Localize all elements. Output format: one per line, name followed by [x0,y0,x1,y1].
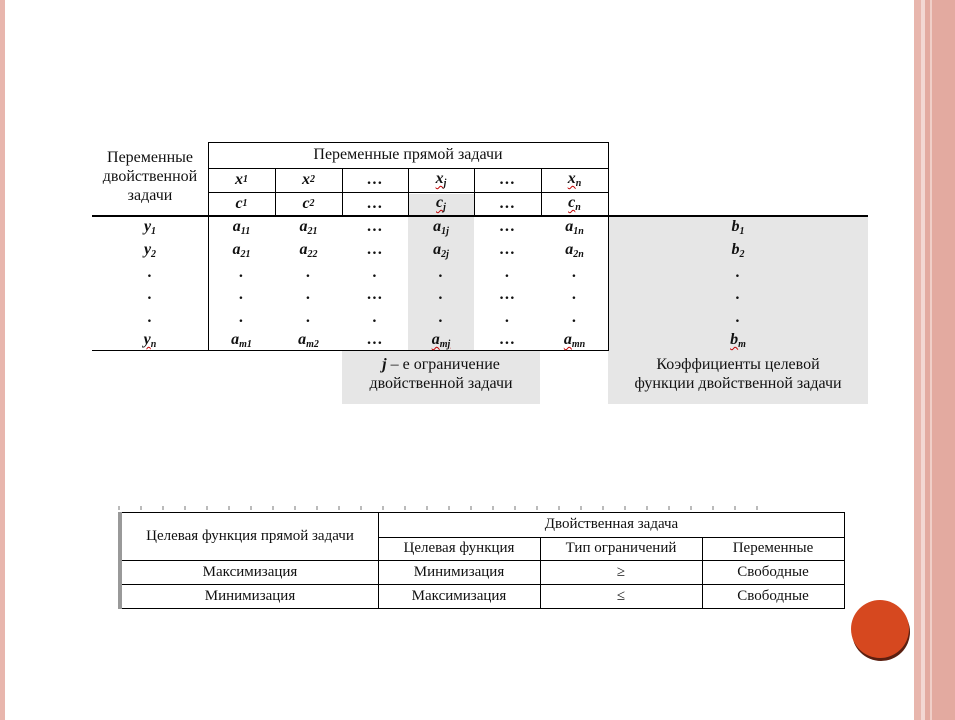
matrix-cell: . [439,309,443,326]
table-cell: Максимизация [202,563,298,580]
dual-problem-header: Двойственная задача [544,516,679,532]
primal-dual-matrix-table [92,142,868,404]
orange-circle-decoration [851,600,909,658]
right-border-line [930,0,932,720]
matrix-cell: … [499,241,516,258]
matrix-cell: . [505,309,510,326]
matrix-cell: $a_{2j}$ [433,241,449,260]
matrix-cell: . [439,286,443,303]
matrix-cell: . [239,264,244,281]
matrix-cell: … [499,286,516,303]
x-var-cell: x 2 [302,171,315,188]
table-cell: ≤ [616,587,626,604]
dual-var-cell: . [148,286,152,303]
left-border-stripe [0,0,5,720]
c-coef-cell: c 1 [235,195,248,212]
table-cell: Минимизация [204,587,296,604]
b-coef-cell: $b_m$ [730,331,746,350]
matrix-cell: . [373,264,377,281]
dual-objective-header: Целевая функция [403,540,515,556]
constraint-type-header: Тип ограничений [565,540,677,556]
matrix-cell: . [306,309,311,326]
dual-var-cell: $y_n$ [143,331,157,350]
primal-objective-header: Целевая функция прямой задачи [146,527,354,544]
coef-note: Коэффициенты целевой функции двойственной задачи [634,356,842,392]
dual-var-cell: . [148,309,152,326]
b-coef-cell: $b_1$ [731,218,745,237]
c-coef-cell: … [499,195,516,212]
matrix-cell: $a_{21}$ [299,218,318,237]
c-coef-cell: $c_n$ [568,194,581,213]
matrix-cell: $a_{2n}$ [565,241,584,260]
dual-var-cell: $y_1$ [143,218,157,237]
b-coef-cell: . [736,286,740,303]
dual-variables-header: Переменные двойственной задачи [102,149,198,204]
c-coef-cell: c 2 [302,195,315,212]
constraint-note: j – е ограничение двойственной задачи [369,356,513,392]
matrix-cell: . [505,264,510,281]
table-cell: ≥ [616,563,626,580]
matrix-cell: $a_{1j}$ [433,218,449,237]
x-var-cell: $x_j$ [435,170,447,189]
matrix-cell: . [572,309,577,326]
x-var-cell: $x_n$ [567,170,582,189]
x-var-cell: … [499,171,516,188]
right-border-stripe-inner [914,0,921,720]
matrix-cell: . [239,286,244,303]
c-coef-cell: … [367,195,383,212]
matrix-cell: . [239,309,244,326]
dual-var-cell: . [148,264,152,281]
dual-var-cell: $y_2$ [143,241,157,260]
b-coef-cell: . [736,264,740,281]
matrix-cell: $a_{mj}$ [431,331,451,350]
primal-variables-header: Переменные прямой задачи [313,146,503,163]
x-var-cell: x 1 [235,171,248,188]
c-coef-cell: $c_j$ [436,194,446,213]
matrix-cell: $a_{mn}$ [563,331,586,350]
cropped-text-strip [118,506,758,510]
matrix-cell: . [306,286,311,303]
matrix-cell: . [572,264,577,281]
table-cell: Максимизация [411,587,507,604]
matrix-cell: $a_{22}$ [299,241,318,260]
matrix-cell: … [367,286,383,303]
duality-rules-table [118,512,845,609]
table-cell: Свободные [737,563,809,580]
matrix-cell: … [499,218,516,235]
matrix-cell: … [367,331,383,348]
matrix-cell: … [367,218,383,235]
b-coef-cell: $b_2$ [731,241,745,260]
table2-left-shadow [118,512,122,609]
matrix-cell: $a_{11}$ [232,218,251,237]
x-var-cell: … [367,171,383,188]
matrix-cell: … [367,241,383,258]
matrix-cell: $a_{1n}$ [565,218,584,237]
variables-header: Переменные [732,540,814,556]
matrix-cell: . [439,264,443,281]
matrix-cell: $a_{m1}$ [231,331,252,350]
matrix-cell: … [499,331,516,348]
b-coef-cell: . [736,309,740,326]
table-cell: Свободные [737,587,809,604]
matrix-cell: . [572,286,577,303]
matrix-cell: . [373,309,377,326]
table-cell: Минимизация [413,563,505,580]
matrix-cell: $a_{m2}$ [298,331,319,350]
matrix-cell: $a_{21}$ [232,241,251,260]
matrix-cell: . [306,264,311,281]
